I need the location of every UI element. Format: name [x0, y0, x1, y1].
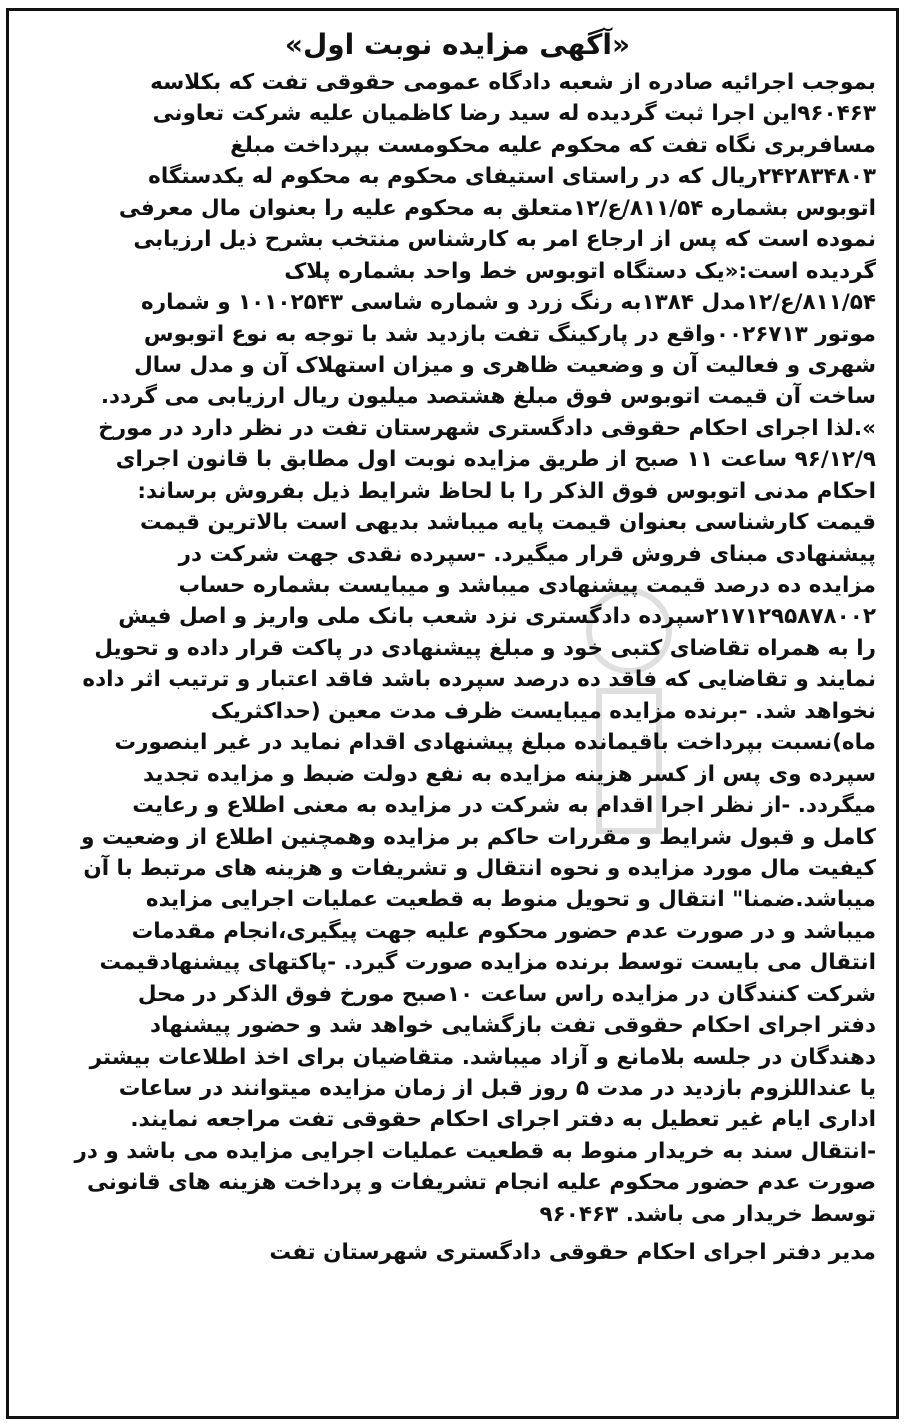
body-line: نموده است که پس از ارجاع امر به کارشناس منتخب بشرح ذیل ارزیابی — [133, 227, 876, 253]
body-line: اتوبوس بشماره ۸۱۱/۵۴/ع/۱۲متعلق به محکوم علیه را بعنوان مال معرفی — [118, 195, 876, 221]
notice-content — [39, 25, 876, 1406]
body-line: کیفیت مال مورد مزایده و نحوه انتقال و تشریفات و هزینه های مرتبط با آن — [83, 855, 876, 881]
body-line: شرکت کنندگان در مزایده راس ساعت ۱۰صبح مورخ فوق الذکر در محل — [137, 981, 876, 1007]
body-line: دهندگان در جلسه بلامانع و آزاد میباشد. متقاضیان برای اخذ اطلاعات بیشتر — [89, 1044, 876, 1070]
body-line: نخواهد شد. -برنده مزایده میبایست ظرف مدت معین (حداکثریک — [210, 698, 876, 724]
body-line: نمایند و تقاضایی که فاقد ده درصد سپرده باشد فاقد اعتبار و ترتیب اثر داده — [82, 667, 876, 693]
body-line: یا عنداللزوم بازدید در مدت ۵ روز قبل از زمان مزایده میتوانند در ساعات — [118, 1076, 876, 1101]
body-line: ۹۶۰۴۶۳این اجرا ثبت گردیده له سید رضا کاظمیان علیه شرکت تعاونی — [152, 101, 876, 127]
body-line: ۸۱۱/۵۴/ع/۱۲مدل ۱۳۸۴به رنگ زرد و شماره شاسی ۱۰۱۰۲۵۴۳ و شماره — [141, 290, 876, 316]
body-line: دفتر اجرای احکام حقوقی تفت بازگشایی خواهد شد و حضور پیشنهاد — [150, 1013, 876, 1039]
body-line: ۹۶/۱۲/۹ ساعت ۱۱ صبح از طریق مزایده نوبت اول مطابق با قانون اجرای — [115, 447, 876, 473]
notice-frame — [6, 8, 899, 1419]
body-line: صورت عدم حضور محکوم علیه انجام تشریفات و پرداخت هزینه های قانونی — [87, 1170, 876, 1196]
body-line: قیمت کارشناسی بعنوان قیمت پایه میباشد بدیهی است بالاترین قیمت — [139, 510, 876, 536]
body-line: را به همراه تقاضای کتبی خود و مبلغ پیشنهادی در پاکت قرار داده و تحویل — [94, 635, 876, 661]
notice-title: «آگهی مزایده نوبت اول» — [284, 28, 631, 61]
body-line: موتور ۰۰۲۶۷۱۳واقع در پارکینگ تفت بازدید شد با توجه به نوع اتوبوس — [143, 321, 876, 347]
body-line: گردیده است:«یک دستگاه اتوبوس خط واحد بشماره پلاک — [284, 258, 876, 284]
body-line: ماه)نسبت بپرداخت باقیمانده مبلغ پیشنهادی اقدام نماید در غیر اینصورت — [114, 730, 876, 756]
body-line: میباشد و در صورت عدم حضور محکوم علیه جهت پیگیری،انجام مقدمات — [131, 918, 876, 944]
signature-line: مدیر دفتر اجرای احکام حقوقی دادگستری شهرستان تفت — [269, 1240, 876, 1266]
notice-body — [39, 67, 876, 1230]
body-line: ۲۴۲۸۳۴۸۰۳ریال که در راستای استیفای محکوم به محکوم له یکدستگاه — [148, 164, 876, 190]
body-line: ۲۱۷۱۲۹۵۸۷۸۰۰۲سپرده دادگستری نزد شعب بانک ملی واریز و اصل فیش — [118, 604, 876, 630]
body-line: ».لذا اجرای احکام حقوقی دادگستری شهرستان تفت در نظر دارد در مورخ — [98, 415, 876, 441]
body-line: انتقال می بایست توسط برنده مزایده صورت گیرد. -پاکتهای پیشنهادقیمت — [99, 950, 876, 976]
body-line: پیشنهادی مبنای فروش قرار میگیرد. -سپرده نقدی جهت شرکت در — [178, 541, 876, 567]
body-line: میگردد. -از نظر اجرا اقدام به شرکت در مزایده به معنی اطلاع و رعایت — [132, 793, 876, 819]
body-line: توسط خریدار می باشد. ۹۶۰۴۶۳ — [539, 1201, 876, 1227]
body-line: مزایده ده درصد قیمت پیشنهادی میباشد و میبایست بشماره حساب — [178, 573, 876, 598]
body-line: میباشد.ضمنا" انتقال و تحویل منوط به قطعیت عملیات اجرایی مزایده — [145, 887, 876, 913]
body-line: -انتقال سند به خریدار منوط به قطعیت عملیات اجرایی مزایده می باشد و در — [74, 1138, 876, 1164]
body-line: بموجب اجرائیه صادره از شعبه دادگاه عمومی حقوقی تفت که بکلاسه — [150, 70, 876, 95]
body-line: سپرده وی پس از کسر هزینه مزایده به نفع دولت ضبط و مزایده تجدید — [142, 761, 876, 787]
body-line: اداری ایام غیر تعطیل به دفتر اجرای احکام حقوقی تفت مراجعه نمایند. — [130, 1107, 876, 1133]
body-line: شهری و فعالیت آن و وضعیت ظاهری و میزان استهلاک آن و مدل سال — [134, 352, 876, 378]
body-line: مسافربری نگاه تفت که محکوم علیه محکومست بپرداخت مبلغ — [230, 132, 876, 158]
body-line: ساخت آن قیمت اتوبوس فوق مبلغ هشتصد میلیون ریال ارزیابی می گردد. — [100, 384, 876, 410]
body-line: کامل و قبول شرایط و مقررات حاکم بر مزایده وهمچنین اطلاع از وضعیت و — [81, 824, 876, 850]
body-line: احکام مدنی اتوبوس فوق الذکر را با لحاظ شرایط ذیل بفروش برساند: — [137, 478, 876, 504]
